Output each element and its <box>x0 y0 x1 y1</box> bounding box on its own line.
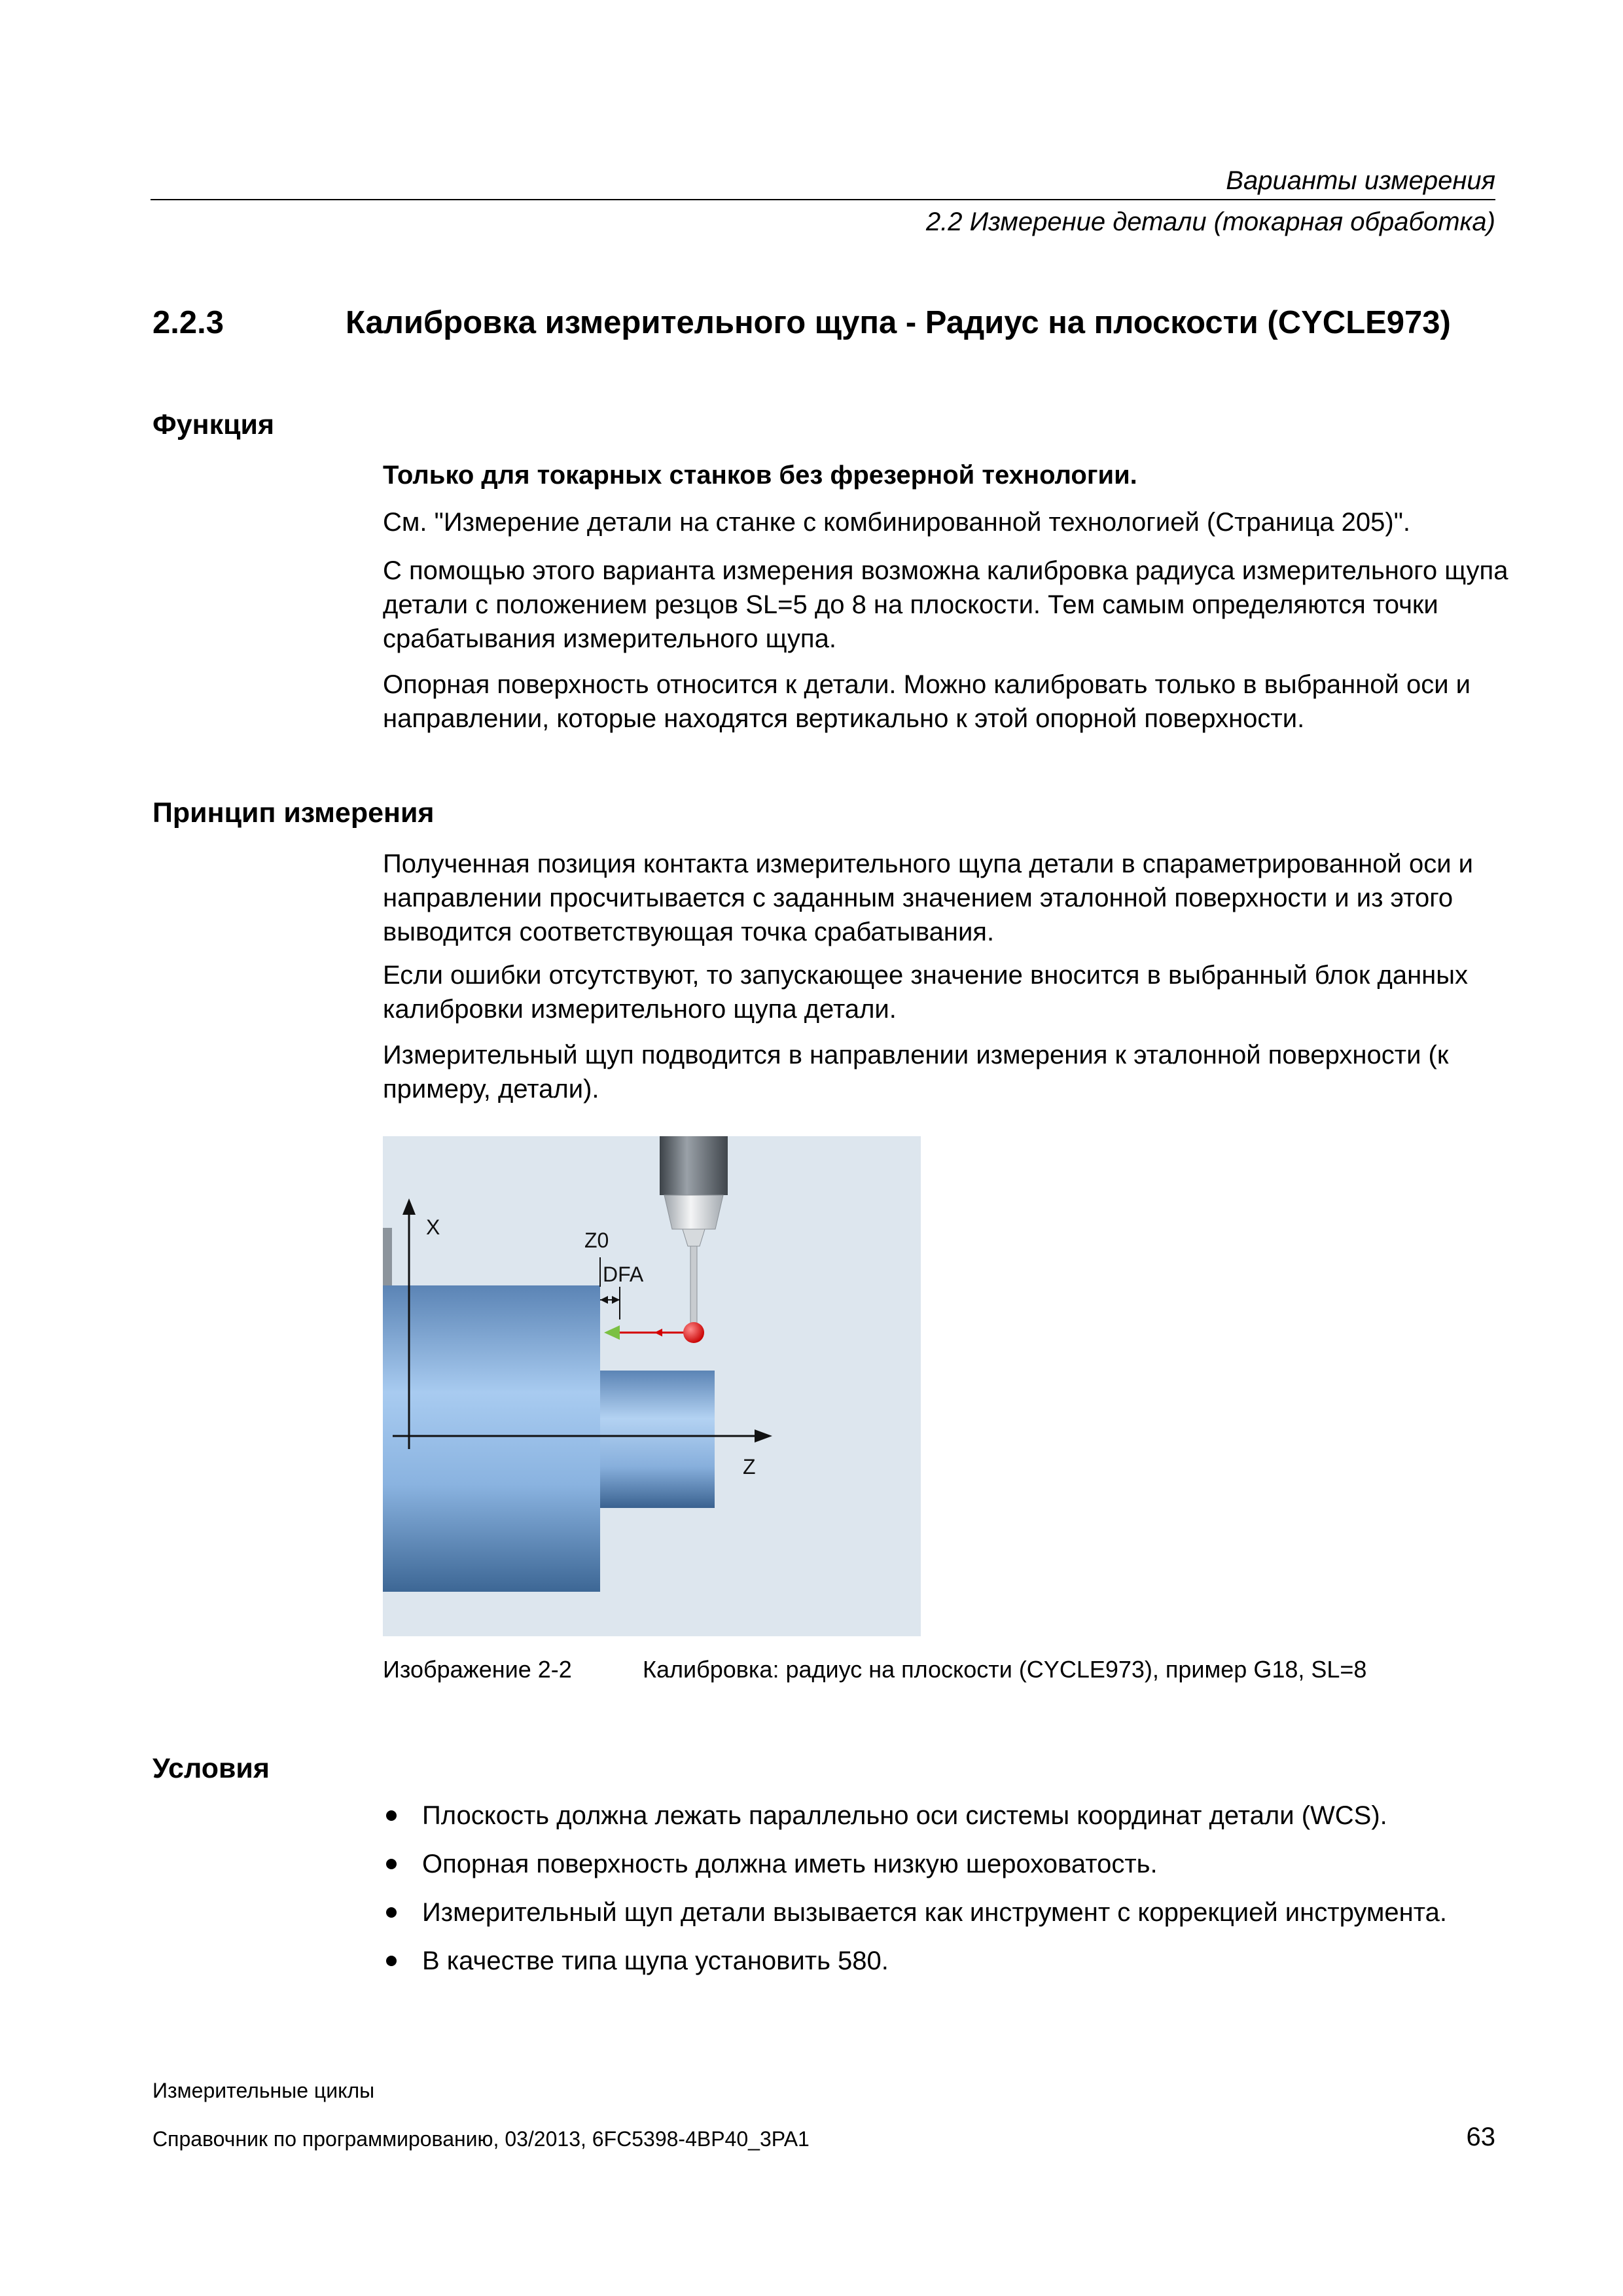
principle-paragraph-3: Измерительный щуп подводится в направлении измерения к эталонной поверхности (к примеру, детали). <box>383 1041 1449 1103</box>
x-axis-label: X <box>426 1215 440 1239</box>
header-chapter: Варианты измерения <box>1226 166 1495 195</box>
calibration-figure <box>383 1136 921 1636</box>
bullet-marker <box>386 1859 397 1869</box>
z0-label: Z0 <box>584 1229 609 1252</box>
dfa-label: DFA <box>603 1263 644 1286</box>
probe-ball <box>683 1322 704 1343</box>
header-section: 2.2 Измерение детали (токарная обработка) <box>925 207 1495 236</box>
probe-body <box>660 1136 728 1195</box>
probe-collar <box>664 1195 723 1229</box>
condition-item-3: Измерительный щуп детали вызывается как инструмент с коррекцией инструмента. <box>422 1898 1447 1927</box>
probe-stylus <box>690 1246 697 1323</box>
condition-item-1: Плоскость должна лежать параллельно оси системы координат детали (WCS). <box>422 1801 1387 1830</box>
bullet-marker <box>386 1956 397 1966</box>
section-title: Калибровка измерительного щупа - Радиус на плоскости (CYCLE973) <box>346 305 1451 340</box>
workpiece-small-cylinder <box>600 1371 715 1508</box>
footer-title: Измерительные циклы <box>152 2079 375 2102</box>
principle-heading: Принцип измерения <box>152 797 435 829</box>
principle-paragraph-1: Полученная позиция контакта измерительного щупа детали в спараметрированной оси и направлении просчитывается с заданным значением эталонной поверхности и из этого выводится соответствующая точка срабатывания. <box>383 850 1473 946</box>
function-note: Только для токарных станков без фрезерной технологии. <box>383 461 1137 490</box>
figure-caption-text: Калибровка: радиус на плоскости (CYCLE973), пример G18, SL=8 <box>643 1656 1367 1683</box>
bullet-marker <box>386 1907 397 1918</box>
section-number: 2.2.3 <box>152 305 224 340</box>
workpiece-large-cylinder <box>383 1285 600 1592</box>
conditions-heading: Условия <box>152 1753 270 1784</box>
principle-paragraph-2: Если ошибки отсутствуют, то запускающее значение вносится в выбранный блок данных калибровки измерительного щупа детали. <box>383 961 1469 1024</box>
condition-item-2: Опорная поверхность должна иметь низкую шероховатость. <box>422 1850 1158 1878</box>
page-number: 63 <box>1466 2123 1495 2151</box>
header-divider <box>151 199 1495 200</box>
function-paragraph-3: Опорная поверхность относится к детали. Можно калибровать только в выбранной оси и направлении, которые находятся вертикально к этой опорной поверхности. <box>383 670 1471 733</box>
function-paragraph-1: См. "Измерение детали на станке с комбинированной технологией (Страница 205)". <box>383 508 1410 537</box>
z-axis-label: Z <box>743 1455 756 1479</box>
function-heading: Функция <box>152 409 275 440</box>
footer-reference: Справочник по программированию, 03/2013, 6FC5398-4BP40_3PA1 <box>152 2127 810 2151</box>
figure-caption-number: Изображение 2-2 <box>383 1656 572 1683</box>
bullet-marker <box>386 1810 397 1821</box>
function-paragraph-2: С помощью этого варианта измерения возможна калибровка радиуса измерительного щупа детали с положением резцов SL=5 до 8 на плоскости. Тем самым определяются точки срабатывания измерительного щупа. <box>383 556 1508 653</box>
condition-item-4: В качестве типа щупа установить 580. <box>422 1946 889 1975</box>
chuck-jaw-top <box>383 1228 392 1288</box>
